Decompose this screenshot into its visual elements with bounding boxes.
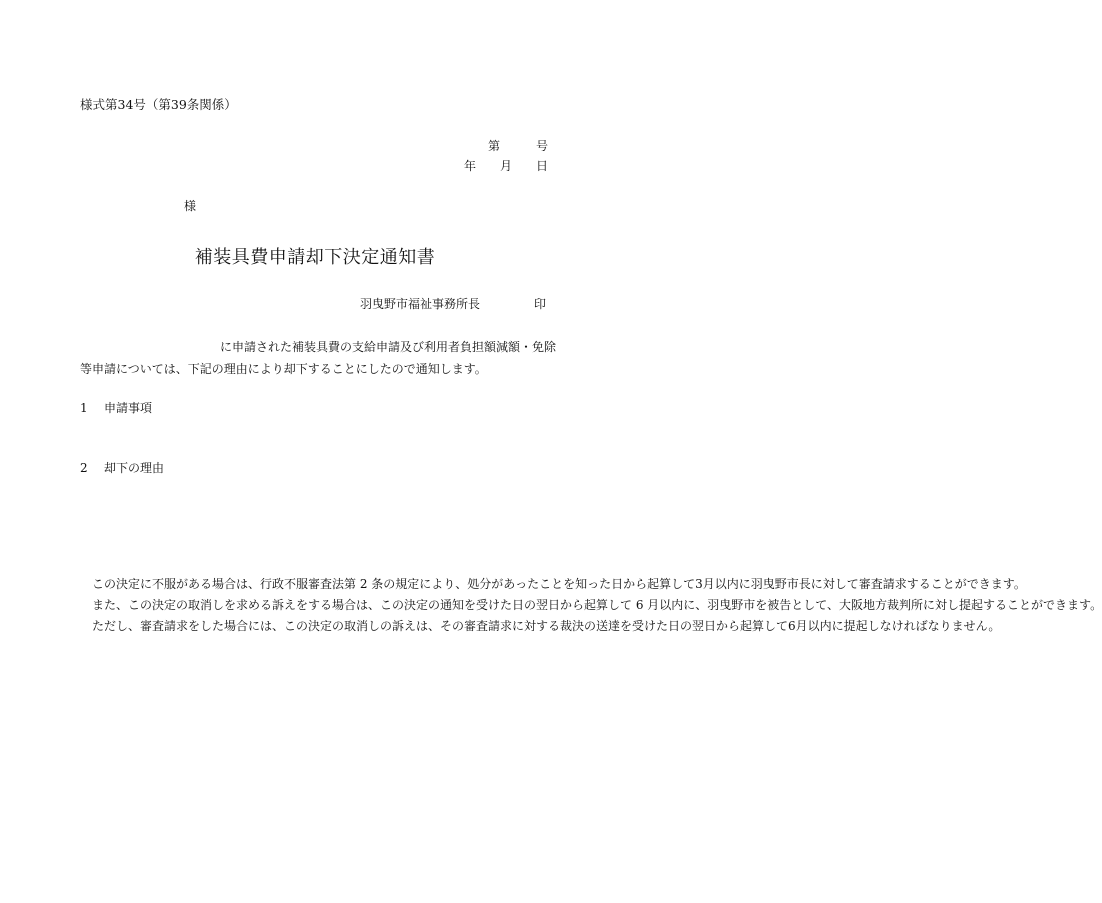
form-number: 様式第34号（第39条関係） [80, 97, 237, 112]
appeal-paragraph-3: ただし、審査請求をした場合には、この決定の取消しの訴えは、その審査請求に対する裁決の送達を受けた日の翌日から起算して6月以内に提起しなければなりません。 [92, 619, 1001, 633]
date-day-label: 日 [536, 159, 549, 173]
intro-paragraph [80, 336, 560, 380]
intro-line-1: に申請された補装具費の支給申請及び利用者負担額減額・免除 [220, 340, 557, 354]
seal-mark: 印 [534, 297, 547, 311]
date-year-label: 年 [464, 159, 477, 173]
intro-line-2: 等申請については、下記の理由により却下することにしたので通知します。 [80, 362, 487, 376]
appeal-notice [80, 574, 1102, 637]
date-month-label: 月 [500, 159, 513, 173]
section-label: 却下の理由 [104, 461, 165, 475]
section-number: 2 [80, 461, 88, 475]
section-number: 1 [80, 401, 88, 415]
appeal-paragraph-2: また、この決定の取消しを求める訴えをする場合は、この決定の通知を受けた日の翌日から起算して 6 月以内に、羽曳野市を被告として、大阪地方裁判所に対し提起することができます。 [92, 598, 1102, 612]
section-rejection-reason [80, 459, 164, 476]
section-application-items [80, 399, 152, 416]
section-label: 申請事項 [104, 401, 153, 415]
document-title: 補装具費申請却下決定通知書 [194, 247, 436, 268]
issuer-name: 羽曳野市福祉事務所長 [360, 297, 481, 311]
addressee-suffix: 様 [184, 199, 197, 213]
document-number-label: 第 [488, 139, 501, 153]
document-number-suffix: 号 [536, 139, 549, 153]
appeal-paragraph-1: この決定に不服がある場合は、行政不服審査法第 2 条の規定により、処分があったことを知った日から起算して3月以内に羽曳野市長に対して審査請求することができます。 [92, 577, 1026, 591]
